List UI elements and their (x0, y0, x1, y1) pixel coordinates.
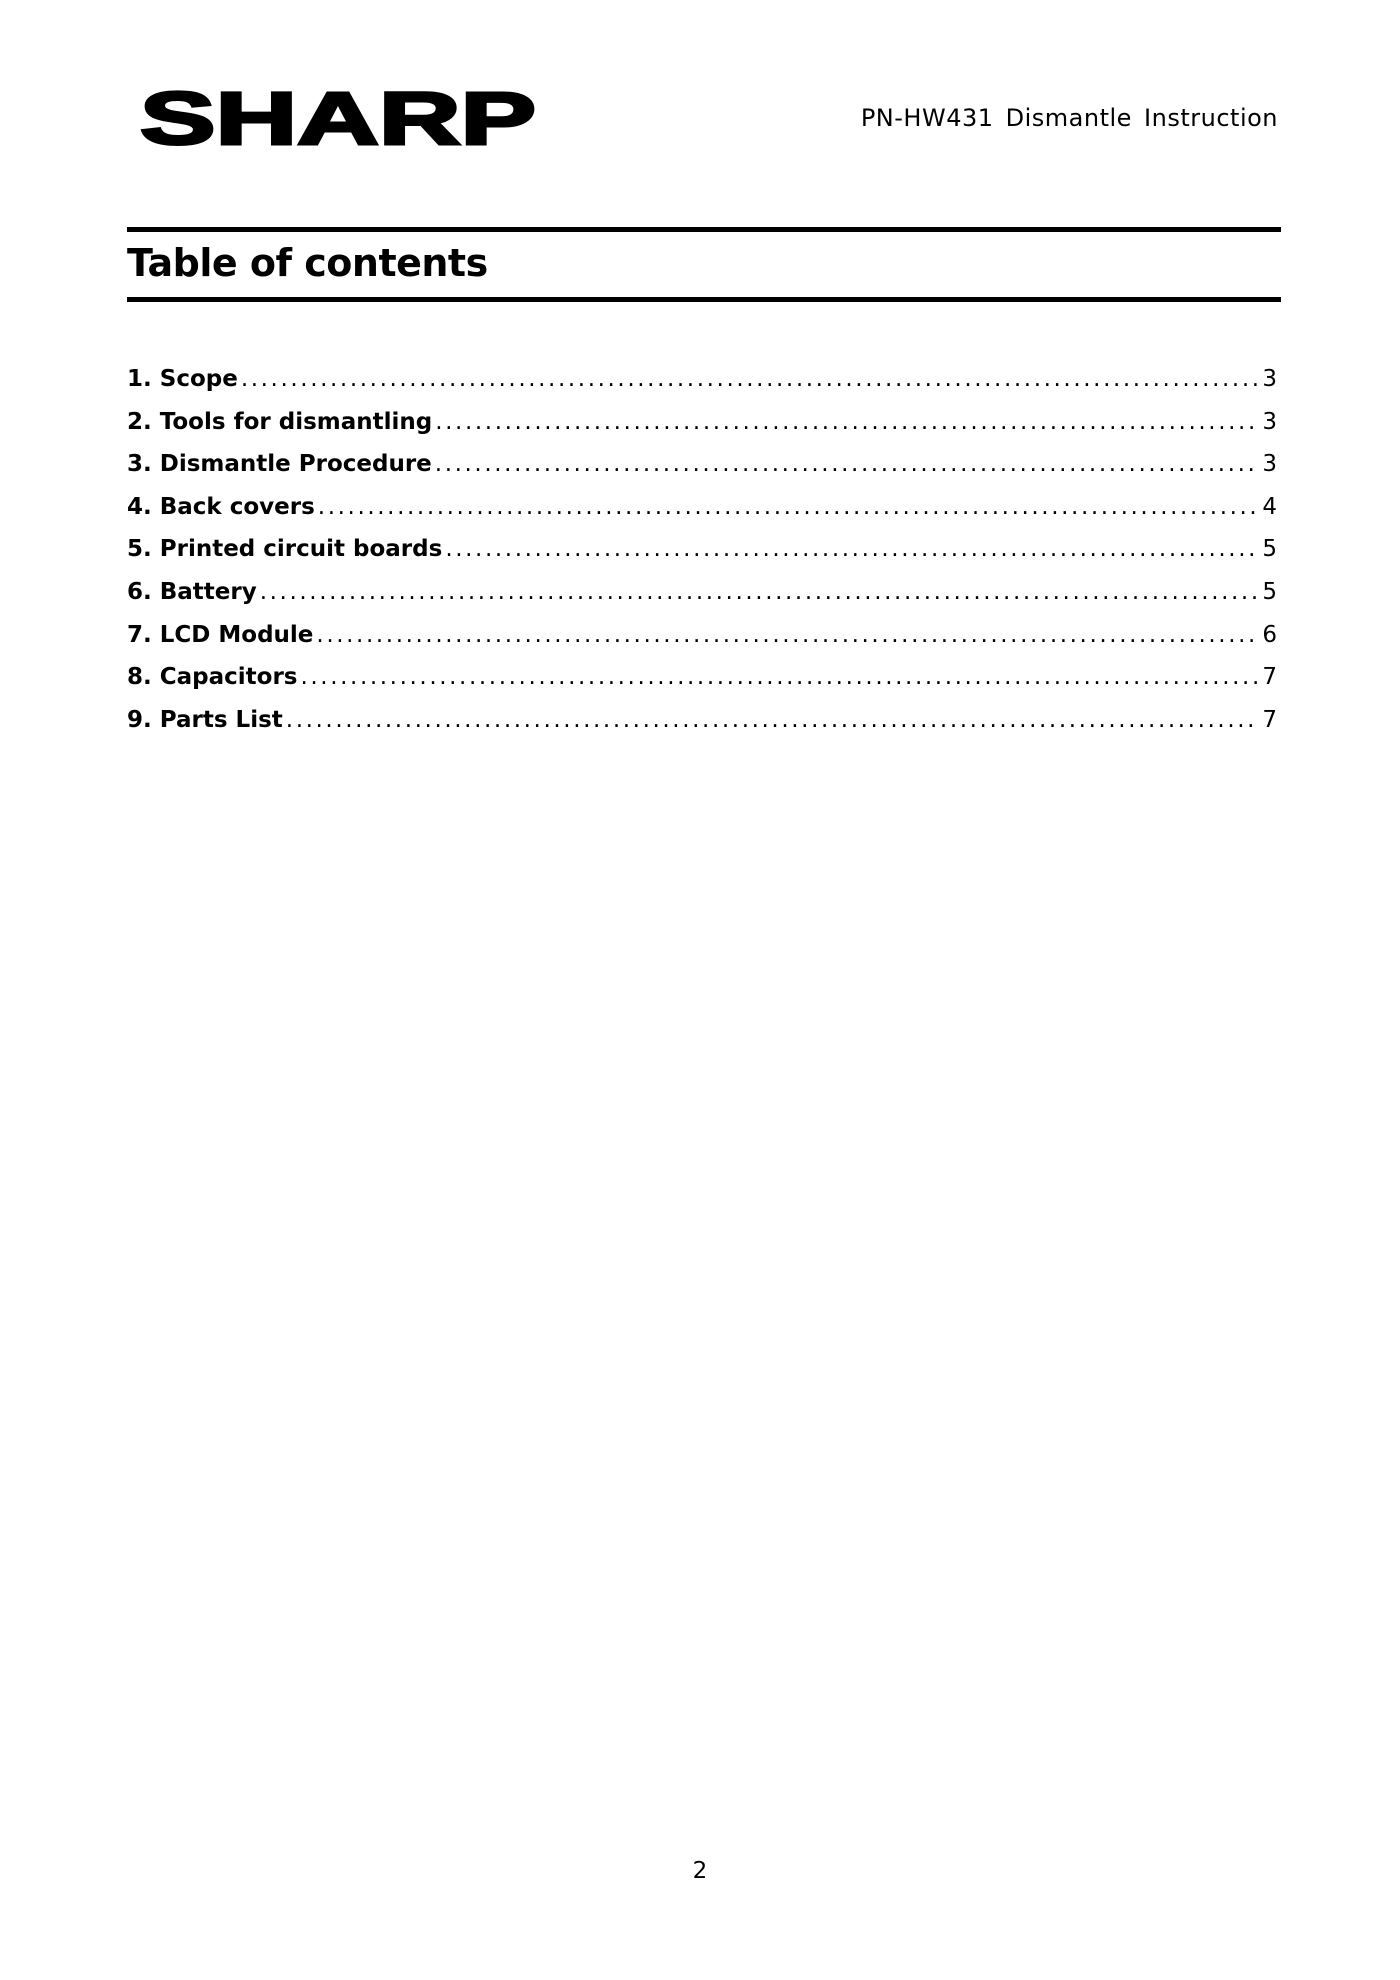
toc-entry-capacitors[interactable] (127, 664, 1277, 707)
toc-entry-page: 6 (1262, 621, 1277, 648)
toc-entry-dismantle-procedure[interactable] (127, 451, 1277, 494)
toc-entry-parts-list[interactable] (127, 707, 1277, 750)
page-number: 2 (692, 1858, 708, 1884)
toc-dot-leader (241, 366, 1259, 392)
toc-dot-leader (286, 707, 1259, 733)
toc-entry-page: 4 (1262, 493, 1277, 520)
toc-entry-label: 4. Back covers (127, 493, 315, 520)
toc-entry-label: 7. LCD Module (127, 621, 314, 648)
toc-entry-page: 3 (1262, 451, 1277, 478)
toc-entry-page: 5 (1262, 536, 1277, 563)
svg-text:SHARP: SHARP (140, 84, 536, 156)
toc-dot-leader (318, 494, 1259, 520)
toc-entry-label: 8. Capacitors (127, 664, 298, 691)
toc-entry-tools[interactable] (127, 409, 1277, 452)
toc-dot-leader (316, 622, 1258, 648)
toc-entry-page: 7 (1262, 664, 1277, 691)
toc-entry-page: 3 (1262, 366, 1277, 392)
toc-dot-leader (445, 536, 1258, 562)
toc-dot-leader (435, 409, 1258, 435)
toc-entry-label: 2. Tools for dismantling (127, 408, 433, 435)
toc-entry-back-covers[interactable] (127, 494, 1277, 537)
toc-entry-label: 9. Parts List (127, 706, 283, 733)
toc-entry-scope[interactable] (127, 366, 1277, 409)
heading-top-rule (127, 227, 1281, 232)
toc-entry-battery[interactable] (127, 579, 1277, 622)
toc-dot-leader (435, 451, 1259, 477)
heading-bottom-rule (127, 297, 1281, 302)
toc-entry-lcd-module[interactable] (127, 622, 1277, 665)
toc-entry-page: 7 (1262, 706, 1277, 733)
toc-entry-printed-circuit-boards[interactable] (127, 536, 1277, 579)
table-of-contents (127, 366, 1277, 749)
toc-entry-label: 1. Scope (127, 366, 238, 392)
toc-entry-label: 3. Dismantle Procedure (127, 451, 432, 478)
document-title: PN-HW431 Dismantle Instruction (860, 104, 1278, 132)
toc-dot-leader (260, 579, 1259, 605)
toc-entry-page: 3 (1262, 408, 1277, 435)
sharp-logo (140, 84, 540, 156)
toc-entry-page: 5 (1262, 578, 1277, 605)
toc-entry-label: 6. Battery (127, 578, 257, 605)
toc-dot-leader (300, 664, 1258, 690)
toc-entry-label: 5. Printed circuit boards (127, 536, 443, 563)
page-title: Table of contents (127, 241, 488, 285)
